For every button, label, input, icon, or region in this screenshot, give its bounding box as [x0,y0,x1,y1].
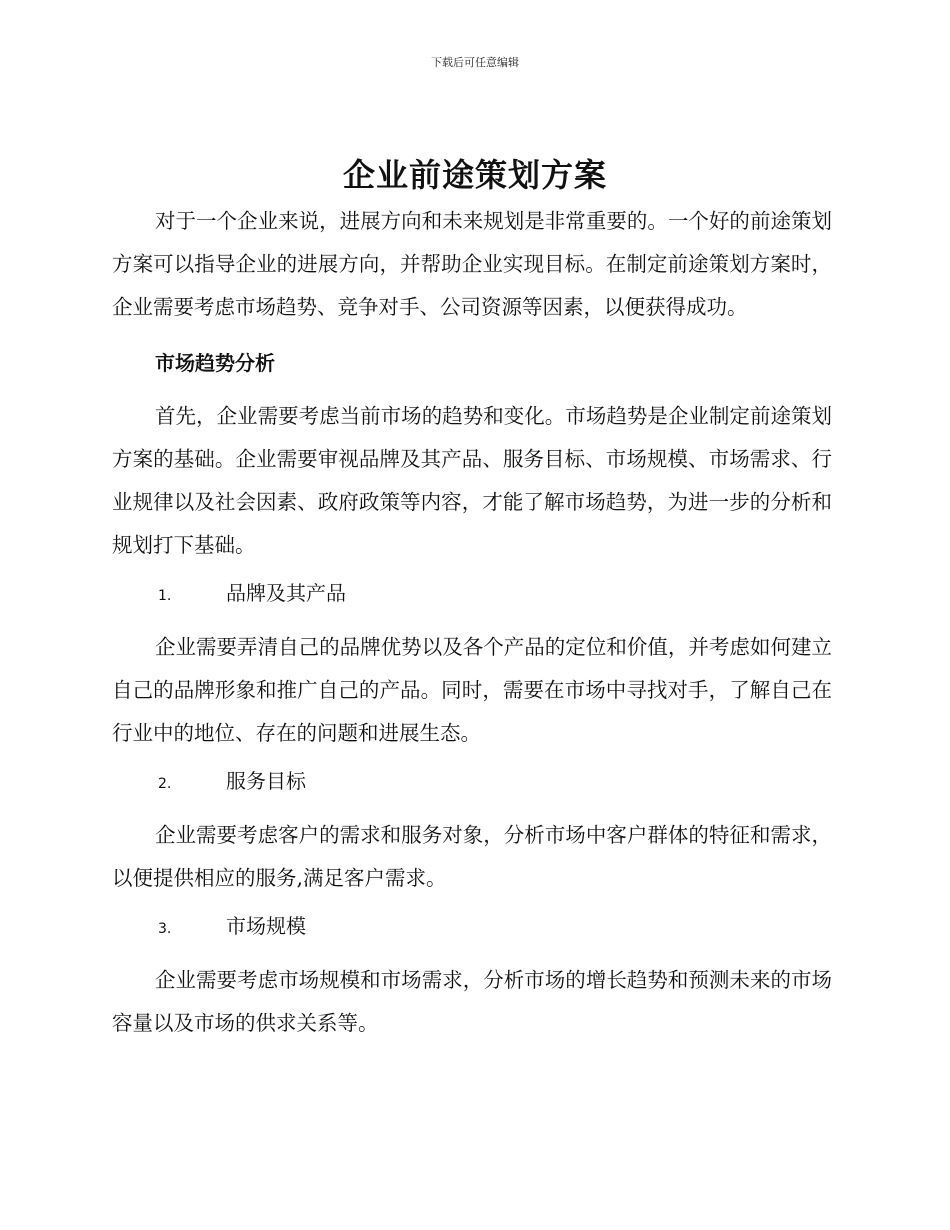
document-body [112,200,832,1045]
list-label: 服务目标 [226,769,306,793]
intro-paragraph: 对于一个企业来说，进展方向和未来规划是非常重要的。一个好的前途策划方案可以指导企业的进展方向，并帮助企业实现目标。在制定前途策划方案时，企业需要考虑市场趋势、竞争对手、公司资源等因素，以便获得成功。 [112,209,832,319]
list-item-1 [158,573,832,616]
list-item-3 [158,906,832,949]
section-paragraph: 首先，企业需要考虑当前市场的趋势和变化。市场趋势是企业制定前途策划方案的基础。企业需要审视品牌及其产品、服务目标、市场规模、市场需求、行业规律以及社会因素、政府政策等内容，才能了解市场趋势，为进一步的分析和规划打下基础。 [112,404,832,557]
list-label: 品牌及其产品 [226,581,346,605]
item-paragraph: 企业需要考虑市场规模和市场需求，分析市场的增长趋势和预测未来的市场容量以及市场的供求关系等。 [112,968,832,1035]
list-label: 市场规模 [226,914,306,938]
list-number: 2. [158,776,172,792]
list-number: 3. [158,921,172,937]
document-title: 企业前途策划方案 [342,156,607,194]
list-item-2 [158,761,832,804]
header-note: 下载后可任意编辑 [431,56,519,69]
item-paragraph: 企业需要考虑客户的需求和服务对象，分析市场中客户群体的特征和需求，以便提供相应的服务,满足客户需求。 [112,823,832,890]
list-number: 1. [158,588,172,604]
item-paragraph: 企业需要弄清自己的品牌优势以及各个产品的定位和价值，并考虑如何建立自己的品牌形象和推广自己的产品。同时，需要在市场中寻找对手，了解自己在行业中的地位、存在的问题和进展生态。 [112,635,832,745]
section-heading-market-trends: 市场趋势分析 [155,351,275,375]
